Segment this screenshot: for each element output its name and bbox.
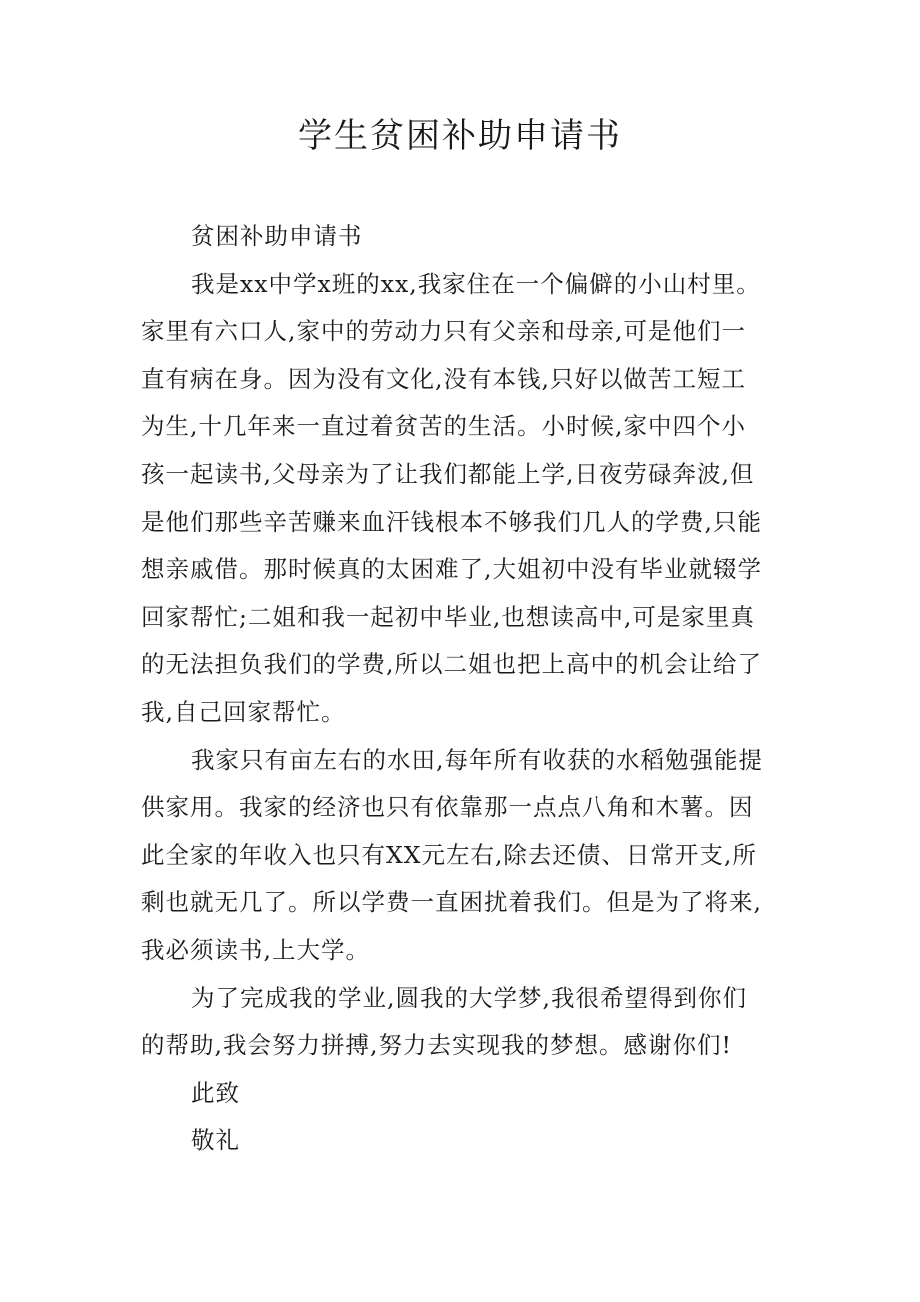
paragraph-1-line-6: 是他们那些辛苦赚来血汗钱根本不够我们几人的学费,只能 [141,507,762,536]
paragraph-1-line-7: 想亲戚借。那时候真的太困难了,大姐初中没有毕业就辍学 [141,555,762,584]
closing-line-2: 敬礼 [191,1126,240,1155]
paragraph-1-line-10: 我,自己回家帮忙。 [141,697,346,726]
paragraph-3-line-1: 为了完成我的学业,圆我的大学梦,我很希望得到你们 [191,983,747,1012]
paragraph-2-line-4: 剩也就无几了。所以学费一直困扰着我们。但是为了将来, [141,888,762,917]
paragraph-1-line-9: 的无法担负我们的学费,所以二姐也把上高中的机会让给了 [141,650,762,679]
paragraph-2-line-3: 此全家的年收入也只有XX元左右,除去还债、日常开支,所 [141,840,757,869]
paragraph-2-line-5: 我必须读书,上大学。 [141,935,370,964]
paragraph-1-line-1: 我是xx中学x班的xx,我家住在一个偏僻的小山村里。 [191,269,761,298]
document-title: 学生贫困补助申请书 [298,116,622,156]
paragraph-1-line-5: 孩一起读书,父母亲为了让我们都能上学,日夜劳碌奔波,但 [141,459,755,488]
paragraph-1-line-2: 家里有六口人,家中的劳动力只有父亲和母亲,可是他们一 [141,317,746,346]
paragraph-1-line-3: 直有病在身。因为没有文化,没有本钱,只好以做苦工短工 [141,364,746,393]
paragraph-2-line-1: 我家只有亩左右的水田,每年所有收获的水稻勉强能提 [191,745,763,774]
paragraph-1-line-4: 为生,十几年来一直过着贫苦的生活。小时候,家中四个小 [141,412,746,441]
paragraph-2-line-2: 供家用。我家的经济也只有依靠那一点点八角和木薯。因 [141,793,754,822]
subtitle-line: 贫困补助申请书 [191,222,363,250]
paragraph-1-line-8: 回家帮忙;二姐和我一起初中毕业,也想读高中,可是家里真 [141,602,755,631]
paragraph-3-line-2: 的帮助,我会努力拼搏,努力去实现我的梦想。感谢你们! [141,1031,732,1060]
closing-line-1: 此致 [191,1078,240,1107]
document-body [141,213,801,1165]
